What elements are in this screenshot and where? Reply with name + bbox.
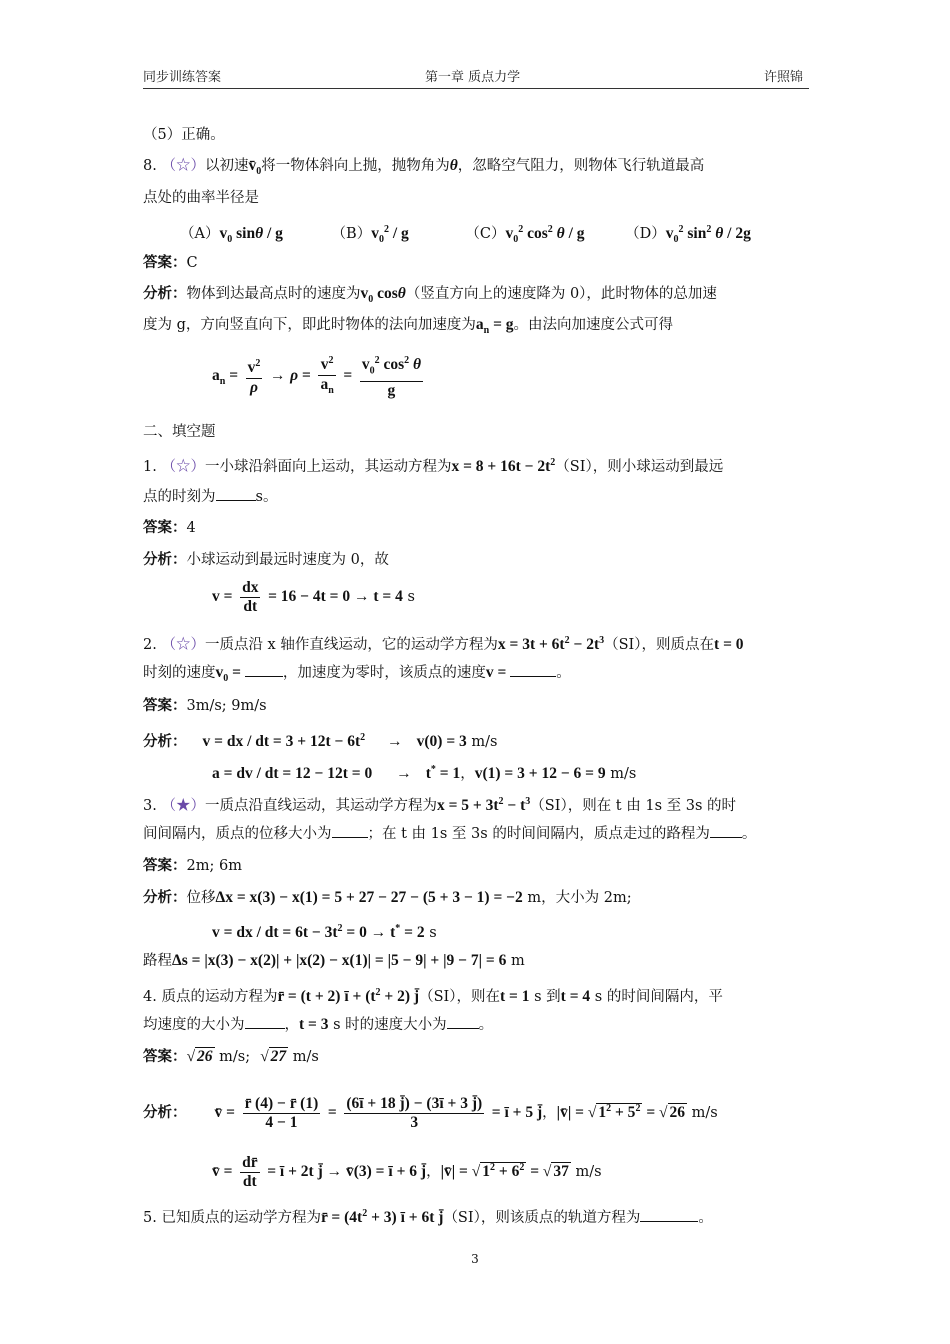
star-icon: （☆）: [161, 459, 205, 476]
f5-line1: 5. 已知质点的运动学方程为r̄ = $(4t^2 + 3)$ ī + 6t j̄（SI），则该质点的轨道方程为 。: [143, 1208, 713, 1227]
f4-analysis-line2: v̄ = $\frac{dr̄}{dt}$ = ī + 2t j̄ → v̄(3) = ī + 6 j̄，|v̄| = √ $1^2 + 6^2$ = √ 37 m/s: [212, 1153, 602, 1190]
f4-line1: 4. 质点的运动方程为r̄ = (t + 2) ī + $(t^2 + 2)$ j̄（SI），则在t = 1 s 到t = 4 s 的时间间隔内，平: [143, 987, 723, 1006]
option-b: $(B)v_0^2$ / g: [331, 224, 409, 246]
answer-blank[interactable]: [710, 823, 742, 838]
f1-answer: 答案：4: [143, 519, 196, 536]
f2-line1: 2. （☆）一质点沿 x 轴作直线运动，它的运动学方程为$x = 3t + 6t^2 - 2t^3(SI)$，则质点在t = 0: [143, 635, 744, 654]
answer-blank[interactable]: [216, 486, 256, 501]
prev-item-5: （5）正确。: [143, 127, 225, 143]
option-a: $(A)v_0$ sinθ / g: [180, 225, 283, 246]
header-right: 许照锦: [764, 70, 804, 85]
f2-analysis-line1: 分析： v = dx / dt = $3 + 12t - 6t^2 \to v(0) = 3$ m/s: [143, 732, 498, 751]
f4-analysis-line1: 分析： v̄ = $\frac{r̄ (4) - r̄ (1)}{4 - 1}$ = $\frac{(6ī + 18 j̄) - (3ī + 3 j̄)}{3}$ = ī + 5 j̄，|v̄| = √ $1^2 + 5^2$ = √ 26 m/s: [143, 1094, 718, 1131]
q8-line2: 点处的曲率半径是: [143, 190, 259, 206]
q8-formula: $a_n$ = $\frac{v^2}{\rho}$ → ρ = $\frac{v^2}{a_n}$ = $\frac{v_0^2 \cos^2 \theta}{g}$: [212, 348, 426, 404]
star-icon: （☆）: [161, 637, 205, 654]
q8-analysis-line2: 度为 g，方向竖直向下，即此时物体的法向加速度为$a_n = g$。由法向加速度公式可得: [143, 316, 674, 337]
f4-answer: 答案：√ 26 m/s; √ 27 m/s: [143, 1048, 319, 1065]
header-rule: [143, 88, 809, 89]
q8-num: 8.: [143, 158, 157, 174]
f2-analysis-line2: a = dv / dt = 12 − 12t = 0 → t* = 1，v(1) = 3 + 12 − 6 = 9 m/s: [212, 764, 637, 783]
f3-answer: 答案：2m; 6m: [143, 857, 242, 874]
header-left: 同步训练答案: [143, 70, 222, 85]
section-title: 二、填空题: [143, 424, 216, 440]
f3-line1: 3. （★）一质点沿直线运动，其运动学方程为$x = 5 + 3t^2 - t^3(SI)$，则在 t 由 1s 至 3s 的时: [143, 796, 737, 815]
answer-blank[interactable]: [447, 1014, 479, 1029]
option-c: $(C)v_0^2$ $\cos^2 \theta$ / g: [465, 224, 585, 246]
answer-blank[interactable]: [332, 823, 368, 838]
option-d: $(D)v_0^2$ $\sin^2 \theta / 2g$: [625, 224, 751, 246]
answer-blank[interactable]: [245, 1014, 285, 1029]
f1-line1: 1. （☆）一小球沿斜面向上运动，其运动方程为$x = 8 + 16t - 2t^2(SI)$，则小球运动到最远: [143, 457, 724, 476]
f2-answer: 答案：3m/s; 9m/s: [143, 697, 267, 714]
q8-line1: 8. （☆）以初速$v̄_0$将一物体斜向上抛，抛物角为θ，忽略空气阻力，则物体飞行轨道最高: [143, 157, 705, 178]
f1-formula: v = $\frac{dx}{dt}$ = 16 − 4t = 0 → t = 4 s: [212, 578, 415, 615]
star-icon: （☆）: [161, 158, 205, 174]
f1-analysis: 分析：小球运动到最远时速度为 0，故: [143, 551, 389, 568]
answer-blank[interactable]: [510, 662, 556, 677]
header-center: 第一章 质点力学: [425, 70, 521, 85]
f2-line2: 时刻的速度$v_0$ = ，加速度为零时，该质点的速度v = 。: [143, 664, 571, 685]
f3-path: 路程Δs = |x(3) − x(2)| + |x(2) − x(1)| = |5 − 9| + |9 − 7| = 6 m: [143, 952, 525, 969]
f3-line2: 间间隔内，质点的位移大小为 ；在 t 由 1s 至 3s 的时间间隔内，质点走过的路程为 。: [143, 823, 756, 845]
answer-blank[interactable]: [640, 1207, 698, 1222]
f1-line2: 点的时刻为 s。: [143, 486, 277, 508]
answer-blank[interactable]: [245, 662, 283, 677]
q8-answer: 答案：C: [143, 254, 198, 271]
f4-line2: 均速度的大小为 ，t = 3 s 时的速度大小为 。: [143, 1016, 494, 1033]
page-number: 3: [471, 1252, 479, 1266]
q8-options: [180, 219, 751, 251]
star-filled-icon: （★）: [161, 798, 205, 815]
f3-analysis-line1: 分析：位移Δx = x(3) − x(1) = 5 + 27 − 27 − (5 + 3 − 1) = −2 m，大小为 2m;: [143, 889, 632, 906]
q8-analysis-line1: 分析：物体到达最高点时的速度为$v_0$ cosθ（竖直方向上的速度降为 0），此时物体的总加速: [143, 285, 717, 306]
f3-analysis-line2: v = dx / dt = $6t - 3t^2 = 0 \to t^* = 2$ s: [212, 923, 437, 942]
